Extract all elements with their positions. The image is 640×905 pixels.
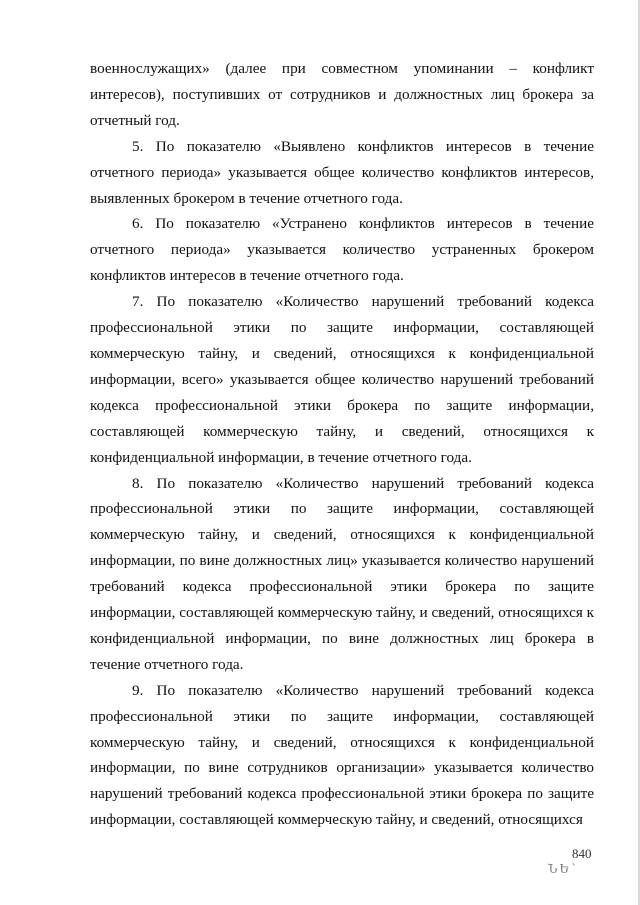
paragraph-item-7: 7. По показателю «Количество нарушений требований кодекса профессиональной этики по защите информации, составляющей коммерческую тайну, и сведений, относящихся к конфиденциальной информации, всего» указывается общее количество нарушений требований кодекса профессиональной этики брокера по защите информации, составляющей коммерческую тайну, и сведений, относящихся к конфиденциальной информации, в течение отчетного года.	[90, 293, 594, 466]
scan-mark: ՆԵ՝	[548, 862, 578, 876]
paragraph-item-5: 5. По показателю «Выявлено конфликтов интересов в течение отчетного периода» указывается общее количество конфликтов интересов, выявленных брокером в течение отчетного года.	[90, 137, 594, 207]
paragraph-continuation: военнослужащих» (далее при совместном упоминании – конфликт интересов), поступивших от сотрудников и должностных лиц брокера за отчетный год.	[90, 60, 594, 129]
page-number: 840	[572, 846, 592, 861]
paragraph-item-9: 9. По показателю «Количество нарушений требований кодекса профессиональной этики по защите информации, составляющей коммерческую тайну, и сведений, относящихся к конфиденциальной информации, по вине сотрудников организации» указывается количество нарушений требований кодекса профессиональной этики брокера по защите информации, составляющей коммерческую тайну, и сведений, относящихся	[90, 681, 594, 829]
paragraph-item-6: 6. По показателю «Устранено конфликтов интересов в течение отчетного периода» указывается количество устраненных брокером конфликтов интересов в течение отчетного года.	[90, 215, 594, 285]
paragraph-item-8: 8. По показателю «Количество нарушений требований кодекса профессиональной этики по защите информации, составляющей коммерческую тайну, и сведений, относящихся к конфиденциальной информации, по вине должностных лиц» указывается количество нарушений требований кодекса профессиональной этики брокера по защите информации, составляющей коммерческую тайну, и сведений, относящихся к конфиденциальной информации, по вине должностных лиц брокера в течение отчетного года.	[90, 474, 594, 673]
document-body	[90, 56, 594, 833]
